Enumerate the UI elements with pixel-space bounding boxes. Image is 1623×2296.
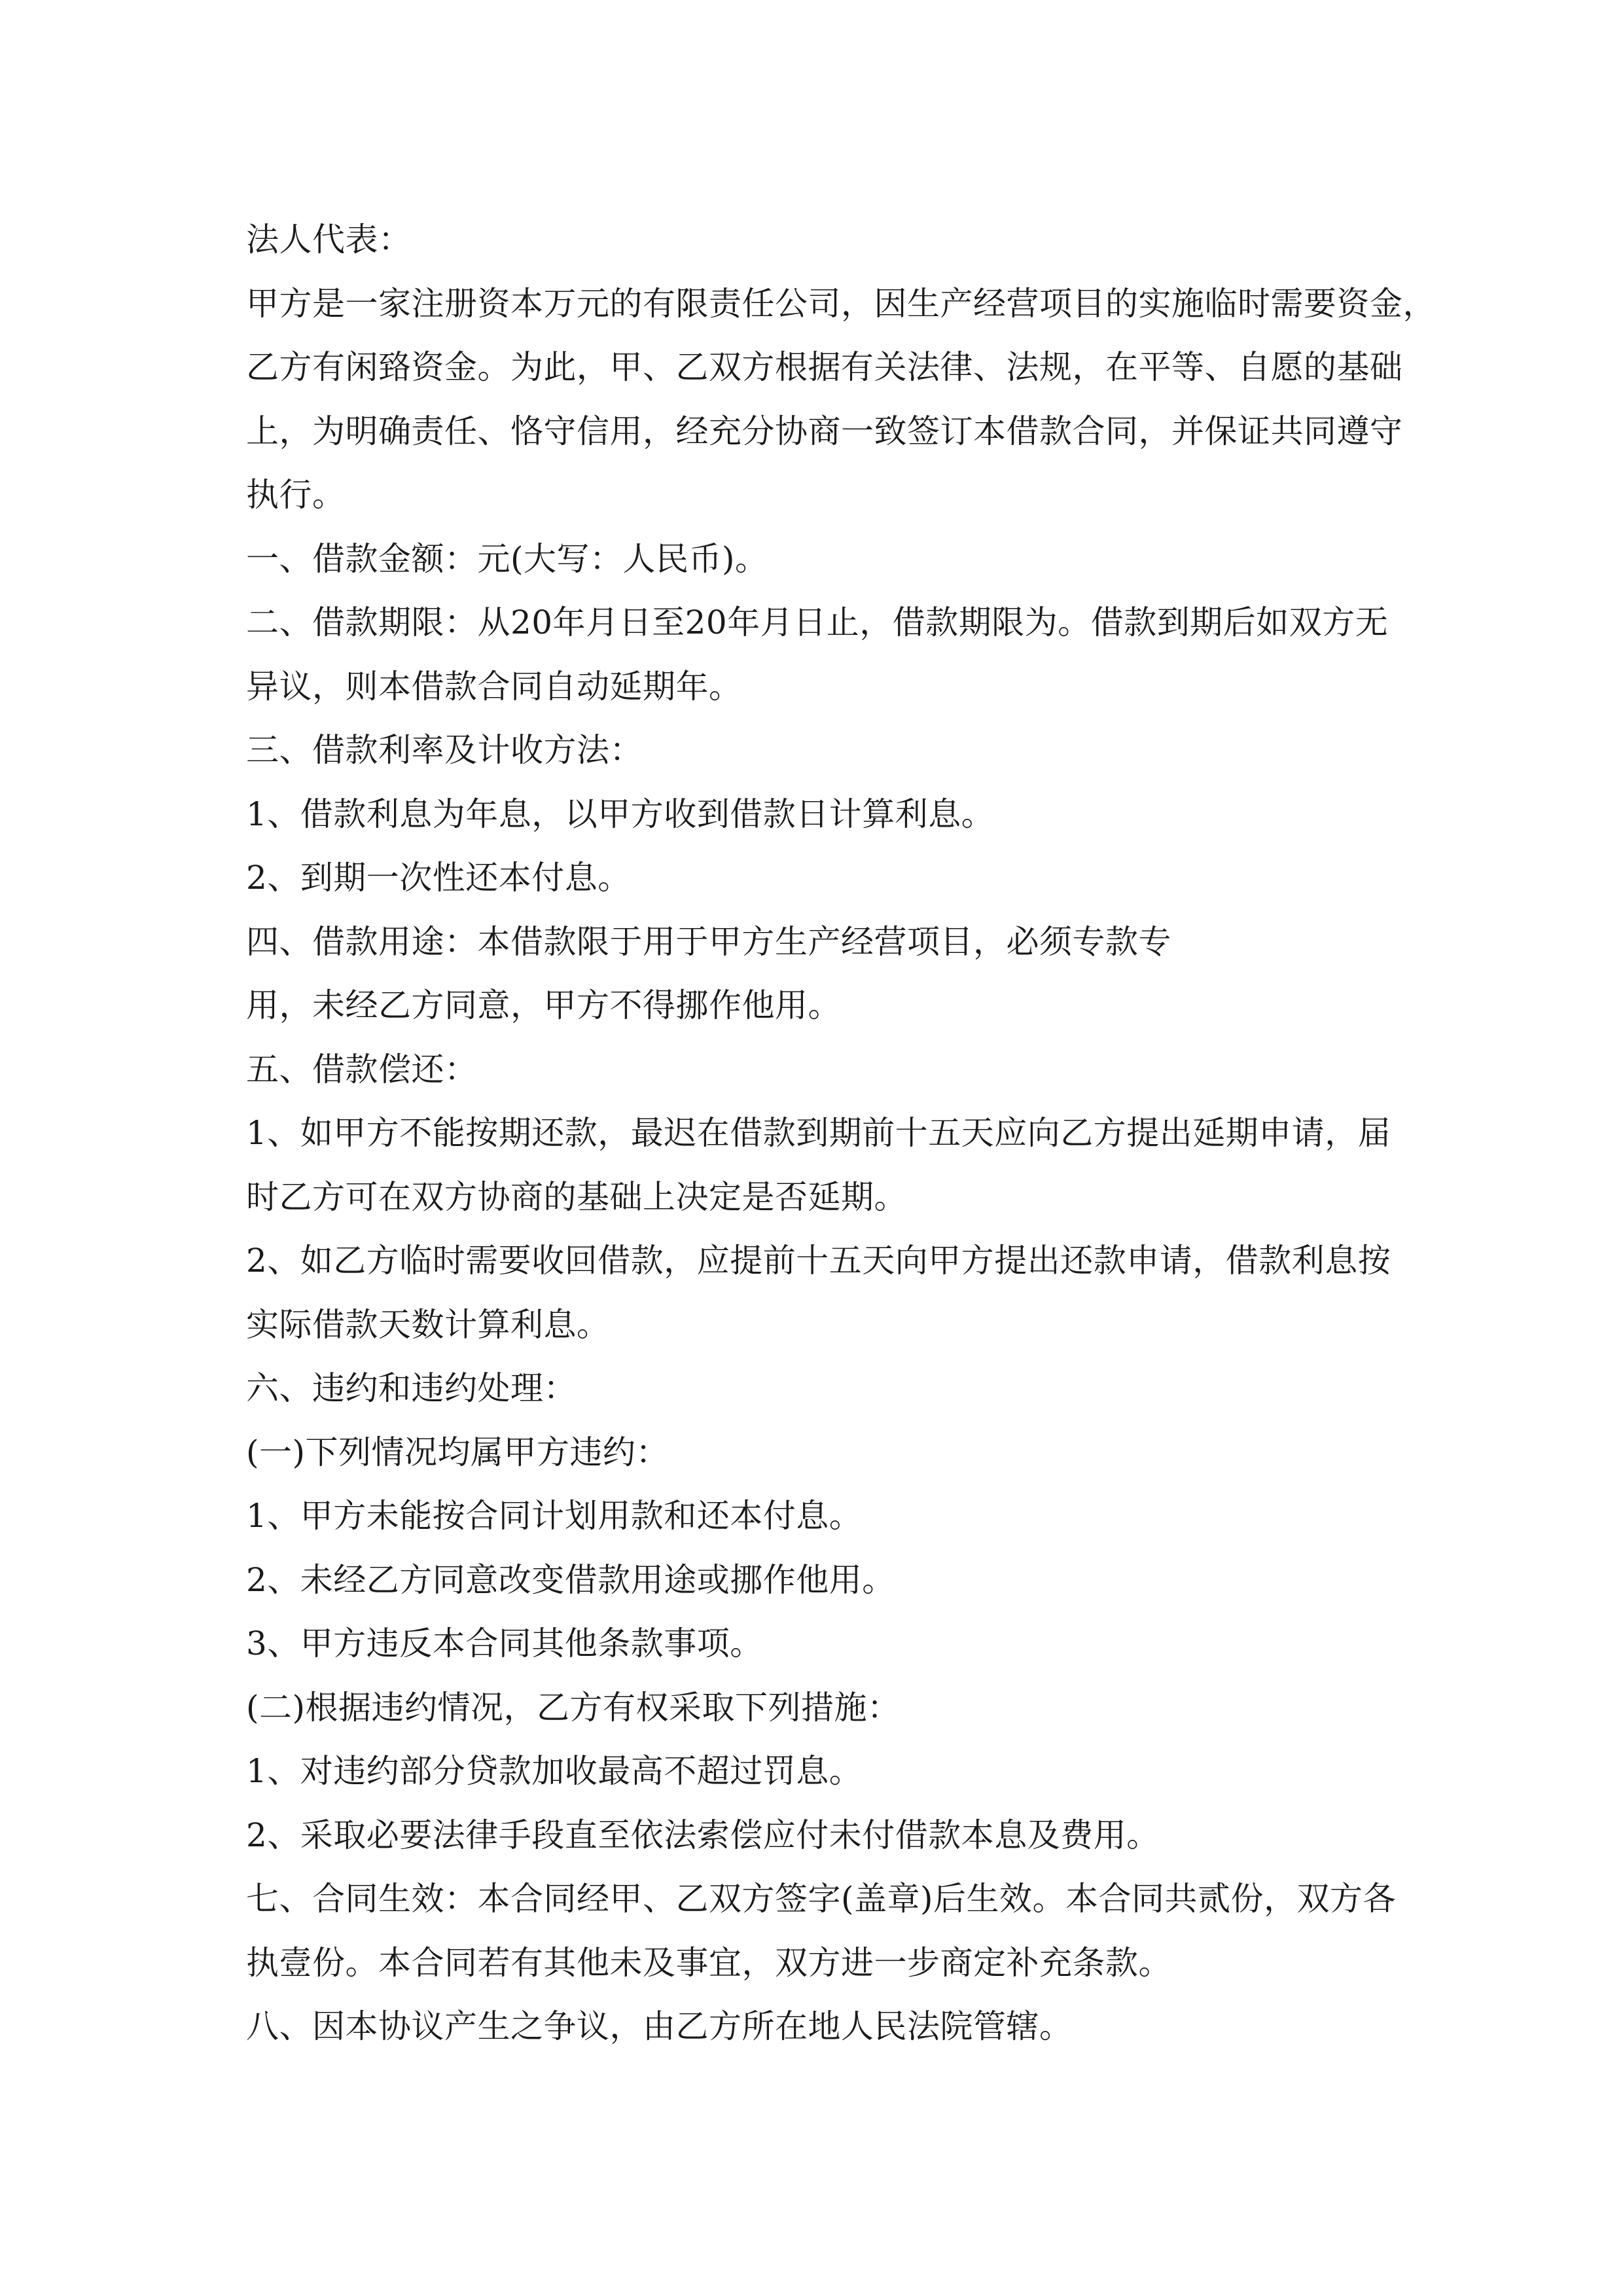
clause-1-loan-amount: 一、借款金额：元(大写：人民币)。	[246, 539, 768, 578]
party-a-description-line-3: 上，为明确责任、恪守信用，经充分协商一致签订本借款合同，并保证共同遵守	[246, 412, 1403, 450]
clause-6-section-1-item-3: 3、甲方违反本合同其他条款事项。	[246, 1624, 763, 1662]
clause-3-item-2: 2、到期一次性还本付息。	[246, 859, 631, 897]
clause-7-effect-line-2: 执壹份。本合同若有其他未及事宜，双方进一步商定补充条款。	[246, 1943, 1171, 1982]
clause-5-item-2-line-2: 实际借款天数计算利息。	[246, 1305, 610, 1344]
clause-5-item-1-line-2: 时乙方可在双方协商的基础上决定是否延期。	[246, 1177, 907, 1216]
clause-3-heading: 三、借款利率及计收方法：	[246, 731, 643, 769]
clause-2-loan-term-line-1: 二、借款期限：从20年月日至20年月日止，借款期限为。借款到期后如双方无	[246, 603, 1389, 641]
party-a-description-line-2: 乙方有闲臵资金。为此，甲、乙双方根据有关法律、法规，在平等、自愿的基础	[246, 348, 1403, 386]
contract-body	[246, 208, 1436, 2059]
clause-4-purpose-line-1: 四、借款用途：本借款限于用于甲方生产经营项目，必须专款专	[246, 922, 1171, 961]
clause-2-loan-term-line-2: 异议，则本借款合同自动延期年。	[246, 667, 742, 706]
clause-6-section-2-item-2: 2、采取必要法律手段直至依法索偿应付未付借款本息及费用。	[246, 1816, 1160, 1854]
clause-5-heading: 五、借款偿还：	[246, 1050, 478, 1088]
clause-6-section-2-heading: (二)根据违约情况，乙方有权采取下列措施：	[246, 1688, 901, 1727]
clause-6-section-1-heading: (一)下列情况均属甲方违约：	[246, 1433, 669, 1471]
clause-6-section-1-item-1: 1、甲方未能按合同计划用款和还本付息。	[246, 1497, 863, 1535]
clause-6-section-1-item-2: 2、未经乙方同意改变借款用途或挪作他用。	[246, 1560, 895, 1599]
party-a-description-line-4: 执行。	[246, 476, 346, 514]
clause-5-item-2-line-1: 2、如乙方临时需要收回借款，应提前十五天向甲方提出还款申请，借款利息按	[246, 1242, 1391, 1280]
clause-5-item-1-line-1: 1、如甲方不能按期还款，最迟在借款到期前十五天应向乙方提出延期申请，届	[246, 1114, 1391, 1152]
party-a-description-line-1: 甲方是一家注册资本万元的有限责任公司，因生产经营项目的实施临时需要资金，	[246, 284, 1436, 323]
clause-4-purpose-line-2: 用，未经乙方同意，甲方不得挪作他用。	[246, 986, 841, 1024]
clause-6-section-2-item-1: 1、对违约部分贷款加收最高不超过罚息。	[246, 1752, 863, 1790]
clause-7-effect-line-1: 七、合同生效：本合同经甲、乙双方签字(盖章)后生效。本合同共贰份，双方各	[246, 1880, 1397, 1918]
clause-8-jurisdiction: 八、因本协议产生之争议，由乙方所在地人民法院管辖。	[246, 2007, 1073, 2045]
clause-3-item-1: 1、借款利息为年息，以甲方收到借款日计算利息。	[246, 795, 995, 833]
legal-representative-line: 法人代表：	[246, 221, 412, 259]
clause-6-heading: 六、违约和违约处理：	[246, 1369, 577, 1407]
